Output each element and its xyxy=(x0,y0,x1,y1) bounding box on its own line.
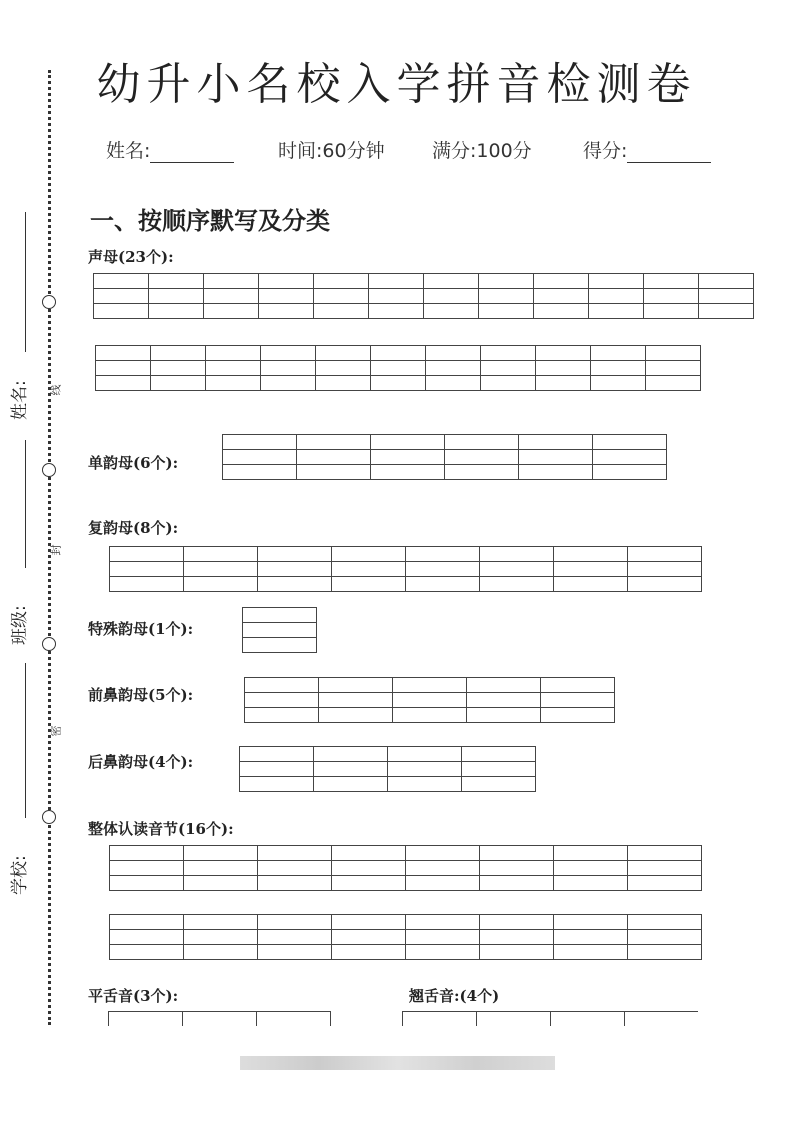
pinyin-writing-cell[interactable] xyxy=(93,273,149,319)
pinyin-writing-cell[interactable] xyxy=(645,345,701,391)
pinyin-writing-cell[interactable] xyxy=(258,273,314,319)
pinyin-writing-cell[interactable] xyxy=(479,914,554,960)
danyunmu-label: 单韵母(6个): xyxy=(88,454,179,472)
pinyin-writing-cell[interactable] xyxy=(550,1011,625,1026)
pinyin-writing-cell[interactable] xyxy=(553,914,628,960)
pinyin-writing-cell[interactable] xyxy=(109,546,184,592)
pinyin-writing-cell[interactable] xyxy=(257,546,332,592)
pinyin-writing-cell[interactable] xyxy=(331,546,406,592)
pinyin-writing-cell[interactable] xyxy=(150,345,206,391)
pinyin-writing-cell[interactable] xyxy=(461,746,536,792)
binding-hole xyxy=(42,295,56,309)
houbiyunmu-grid xyxy=(239,746,536,792)
pinyin-writing-cell[interactable] xyxy=(313,273,369,319)
qianbiyunmu-label: 前鼻韵母(5个): xyxy=(88,686,194,704)
zhengti-grid-row-2 xyxy=(109,914,702,960)
score-blank[interactable] xyxy=(627,144,711,163)
pinyin-writing-cell[interactable] xyxy=(540,677,615,723)
pinyin-writing-cell[interactable] xyxy=(109,914,184,960)
pinyin-writing-cell[interactable] xyxy=(478,273,534,319)
pinyin-writing-cell[interactable] xyxy=(244,677,319,723)
qiaosheyin-grid xyxy=(402,1011,698,1026)
full-score-label: 满分:100分 xyxy=(432,140,532,162)
pinyin-writing-cell[interactable] xyxy=(402,1011,477,1026)
pinyin-writing-cell[interactable] xyxy=(423,273,479,319)
pinyin-writing-cell[interactable] xyxy=(182,1011,257,1026)
pinyin-writing-cell[interactable] xyxy=(405,546,480,592)
pinyin-writing-cell[interactable] xyxy=(590,345,646,391)
pingsheyin-label: 平舌音(3个): xyxy=(88,987,179,1005)
pinyin-writing-cell[interactable] xyxy=(183,845,258,891)
houbiyunmu-label: 后鼻韵母(4个): xyxy=(88,753,194,771)
pinyin-writing-cell[interactable] xyxy=(331,845,406,891)
zhengti-label: 整体认读音节(16个): xyxy=(88,820,234,838)
section-title: 一、按顺序默写及分类 xyxy=(90,207,330,235)
binding-mi: 密 xyxy=(49,725,63,737)
pinyin-writing-cell[interactable] xyxy=(148,273,204,319)
pinyin-writing-cell[interactable] xyxy=(370,434,445,480)
page-title: 幼升小名校入学拼音检测卷 xyxy=(96,59,697,110)
binding-class-label: 班级: xyxy=(10,605,30,645)
pinyin-writing-cell[interactable] xyxy=(553,546,628,592)
pinyin-writing-cell[interactable] xyxy=(405,914,480,960)
qiaosheyin-label: 翘舌音:(4个) xyxy=(409,987,500,1005)
pinyin-writing-cell[interactable] xyxy=(466,677,541,723)
pinyin-writing-cell[interactable] xyxy=(257,914,332,960)
shengmu-grid-row-1 xyxy=(93,273,754,319)
pinyin-writing-cell[interactable] xyxy=(588,273,644,319)
binding-hole xyxy=(42,637,56,651)
pinyin-writing-cell[interactable] xyxy=(368,273,424,319)
binding-school-label: 学校: xyxy=(10,855,30,895)
pinyin-writing-cell[interactable] xyxy=(313,746,388,792)
pinyin-writing-cell[interactable] xyxy=(108,1011,183,1026)
fuyunmu-label: 复韵母(8个): xyxy=(88,519,179,537)
pinyin-writing-cell[interactable] xyxy=(239,746,314,792)
shengmu-grid-row-2 xyxy=(95,345,701,391)
pinyin-writing-cell[interactable] xyxy=(627,546,702,592)
pinyin-writing-cell[interactable] xyxy=(260,345,316,391)
binding-name-label: 姓名: xyxy=(10,380,30,420)
pinyin-writing-cell[interactable] xyxy=(318,677,393,723)
binding-hole xyxy=(42,810,56,824)
qianbiyunmu-grid xyxy=(244,677,615,723)
pinyin-writing-cell[interactable] xyxy=(698,273,754,319)
pinyin-writing-cell[interactable] xyxy=(479,845,554,891)
time-label: 时间:60分钟 xyxy=(278,140,385,162)
pinyin-writing-cell[interactable] xyxy=(553,845,628,891)
teshuyunmu-label: 特殊韵母(1个): xyxy=(88,620,194,638)
pinyin-writing-cell[interactable] xyxy=(222,434,297,480)
pinyin-writing-cell[interactable] xyxy=(183,914,258,960)
name-blank[interactable] xyxy=(150,144,234,163)
pinyin-writing-cell[interactable] xyxy=(444,434,519,480)
pingsheyin-grid xyxy=(108,1011,331,1026)
pingsheyin-grid-clip xyxy=(108,1011,333,1026)
name-label: 姓名: xyxy=(106,140,151,162)
pinyin-writing-cell[interactable] xyxy=(183,546,258,592)
pinyin-writing-cell[interactable] xyxy=(535,345,591,391)
binding-hole xyxy=(42,463,56,477)
pinyin-writing-cell[interactable] xyxy=(296,434,371,480)
pinyin-writing-cell[interactable] xyxy=(256,1011,331,1026)
score-label: 得分: xyxy=(583,140,628,162)
pinyin-writing-cell[interactable] xyxy=(387,746,462,792)
pinyin-writing-cell[interactable] xyxy=(479,546,554,592)
pinyin-writing-cell[interactable] xyxy=(205,345,261,391)
pinyin-writing-cell[interactable] xyxy=(627,845,702,891)
pinyin-writing-cell[interactable] xyxy=(242,607,317,653)
pinyin-writing-cell[interactable] xyxy=(315,345,371,391)
pinyin-writing-cell[interactable] xyxy=(405,845,480,891)
pinyin-writing-cell[interactable] xyxy=(95,345,151,391)
pinyin-writing-cell[interactable] xyxy=(257,845,332,891)
pinyin-writing-cell[interactable] xyxy=(392,677,467,723)
pinyin-writing-cell[interactable] xyxy=(109,845,184,891)
blurred-watermark xyxy=(240,1056,555,1070)
pinyin-writing-cell[interactable] xyxy=(518,434,593,480)
pinyin-writing-cell[interactable] xyxy=(476,1011,551,1026)
fuyunmu-grid xyxy=(109,546,702,592)
pinyin-writing-cell[interactable] xyxy=(425,345,481,391)
pinyin-writing-cell[interactable] xyxy=(624,1011,698,1026)
pinyin-writing-cell[interactable] xyxy=(331,914,406,960)
school-write-line[interactable] xyxy=(25,663,26,818)
pinyin-writing-cell[interactable] xyxy=(592,434,667,480)
name-write-line[interactable] xyxy=(25,212,26,352)
teshuyunmu-grid xyxy=(242,607,317,653)
pinyin-writing-cell[interactable] xyxy=(370,345,426,391)
score-field[interactable] xyxy=(583,136,711,163)
qiaosheyin-grid-clip xyxy=(402,1011,698,1026)
pinyin-writing-cell[interactable] xyxy=(203,273,259,319)
binding-feng: 封 xyxy=(49,544,63,556)
pinyin-writing-cell[interactable] xyxy=(480,345,536,391)
binding-xian: 线 xyxy=(49,384,63,396)
pinyin-writing-cell[interactable] xyxy=(643,273,699,319)
pinyin-writing-cell[interactable] xyxy=(533,273,589,319)
class-write-line[interactable] xyxy=(25,440,26,568)
pinyin-writing-cell[interactable] xyxy=(627,914,702,960)
zhengti-grid-row-1 xyxy=(109,845,702,891)
shengmu-label: 声母(23个): xyxy=(88,248,174,266)
name-field[interactable] xyxy=(106,136,234,163)
danyunmu-grid xyxy=(222,434,667,480)
